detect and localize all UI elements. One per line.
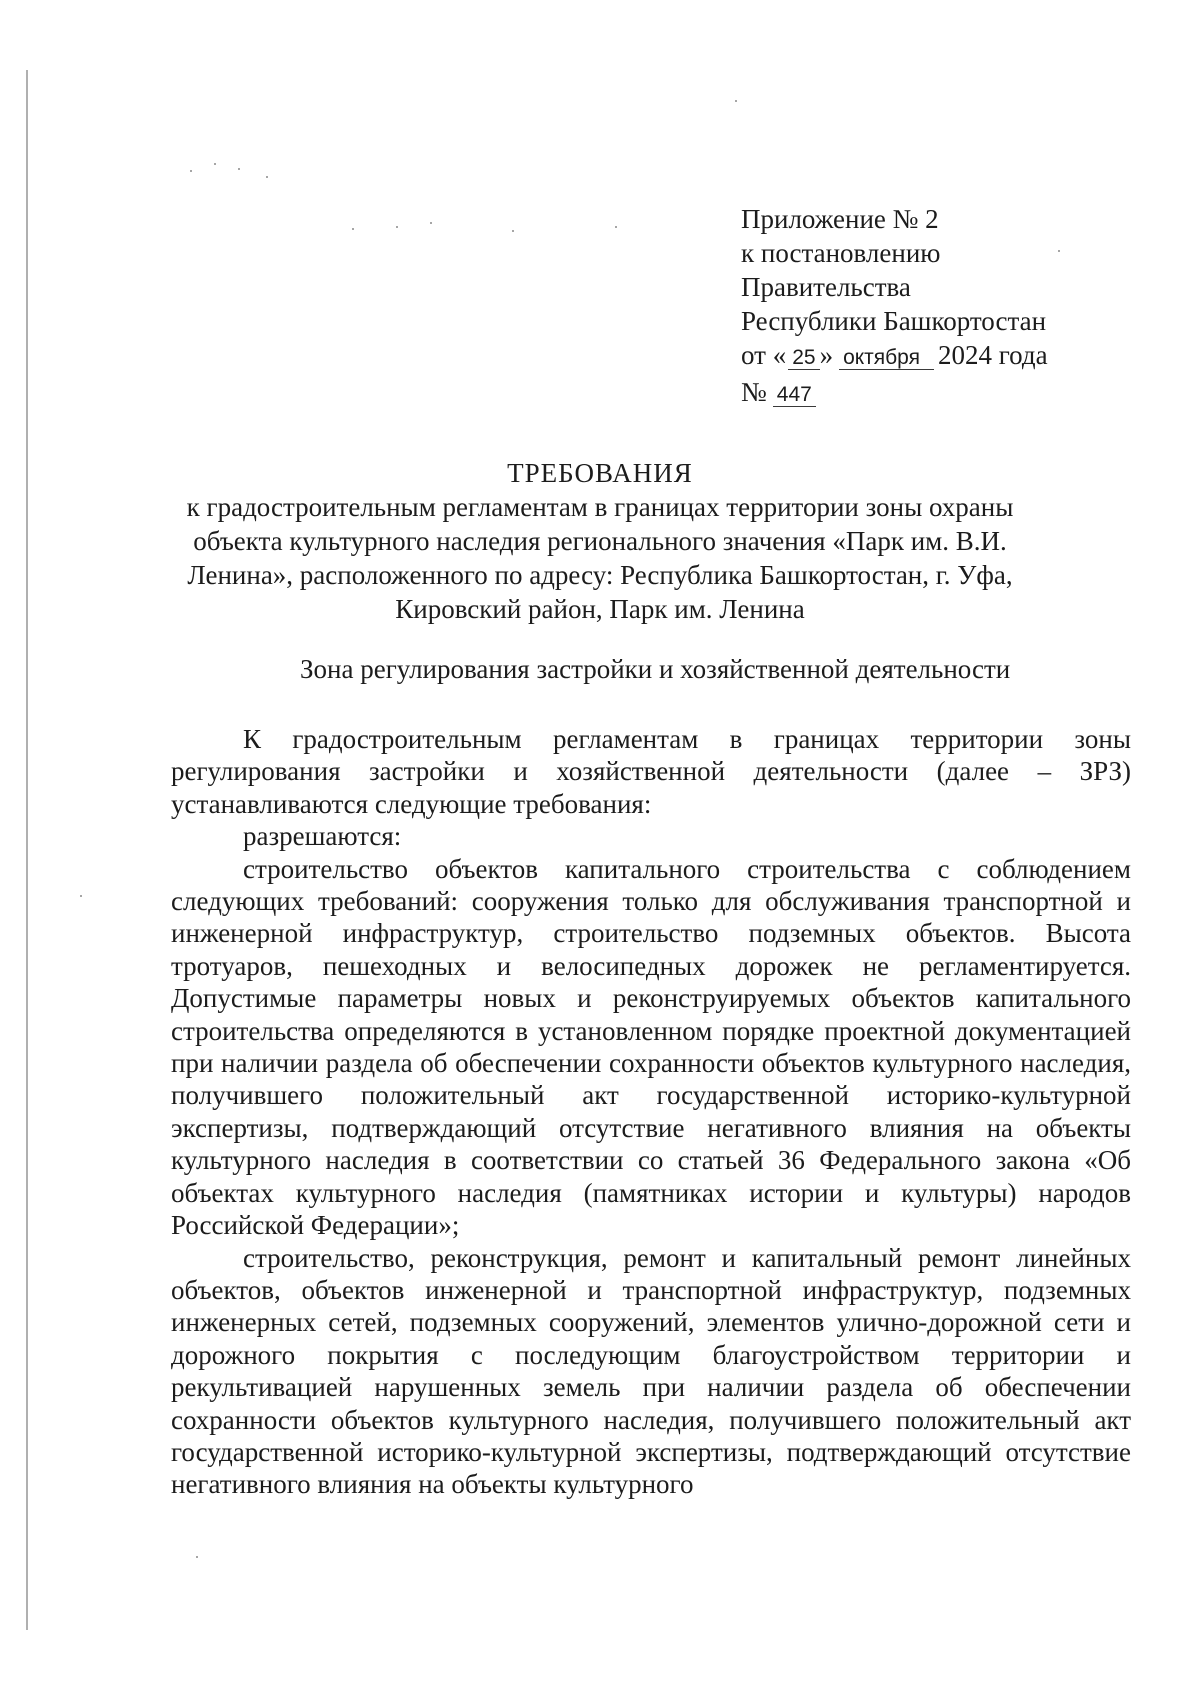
date-day: 25 <box>788 346 819 370</box>
number-sign: № <box>741 377 767 407</box>
document-title <box>0 456 1200 626</box>
scan-speck <box>214 163 216 165</box>
date-month: октября <box>839 346 934 370</box>
date-prefix: от « <box>741 340 787 370</box>
scan-speck <box>196 1556 198 1558</box>
appendix-date <box>741 338 1048 375</box>
scan-speck <box>512 230 514 232</box>
title-subtitle: к градостроительным регламентам в границах территории зоны охраны объекта культурного наследия регионального значения «Парк им. В.И. Ленина», расположенного по адресу: Республика Башкортостан, г. Уфа, Кировский район, Парк им. Ленина <box>186 492 1014 624</box>
body-paragraph-construction: строительство объектов капитального строительства с соблюдением следующих требований: сооружения только для обслуживания транспортной и инженерной инфраструктур, строительство подземных объектов. Высота тротуаров, пешеходных и велосипедных дорожек не регламентируется. Допустимые параметры новых и реконструируемых объектов капитального строительства определяются в установленном порядке проектной документацией при наличии раздела об обеспечении сохранности объектов культурного наследия, получившего положительный акт государственной историко-культурной экспертизы, подтверждающий отсутствие негативного влияния на объекты культурного наследия в соответствии со статьей 36 Федерального закона «Об объектах культурного наследия (памятниках истории и культуры) народов Российской Федерации»; <box>171 853 1131 1241</box>
body-paragraph-allowed: разрешаются: <box>243 821 402 852</box>
scan-speck <box>352 228 354 230</box>
scan-speck <box>80 895 82 897</box>
appendix-block <box>741 202 1048 412</box>
appendix-republic: Республики Башкортостан <box>741 306 1047 336</box>
scan-speck <box>430 222 432 224</box>
appendix-government: Правительства <box>741 272 911 302</box>
decree-number: 447 <box>773 383 816 407</box>
date-year: 2024 года <box>938 340 1048 370</box>
zone-heading: Зона регулирования застройки и хозяйственной деятельности <box>300 654 1011 684</box>
scan-speck <box>238 168 240 170</box>
scan-speck <box>735 100 737 102</box>
scan-speck <box>615 226 617 228</box>
body-paragraph-intro: К градостроительным регламентам в границах территории зоны регулирования застройки и хозяйственной деятельности (далее – ЗРЗ) устанавливаются следующие требования: <box>171 724 1131 819</box>
appendix-decree-number <box>741 375 1048 412</box>
scan-speck <box>1058 250 1060 252</box>
title-heading: ТРЕБОВАНИЯ <box>507 458 693 488</box>
scan-speck <box>396 226 398 228</box>
scan-edge-line <box>26 70 28 1630</box>
appendix-number: Приложение № 2 <box>741 204 939 234</box>
body-paragraph-linear-objects: строительство, реконструкция, ремонт и капитальный ремонт линейных объектов, объектов инженерной и транспортной инфраструктур, подземных инженерных сетей, подземных сооружений, элементов улично-дорожной сети и дорожного покрытия с последующим благоустройством территории и рекультивацией нарушенных земель при наличии раздела об обеспечении сохранности объектов культурного наследия, получившего положительный акт государственной историко-культурной экспертизы, подтверждающий отсутствие негативного влияния на объекты культурного <box>171 1242 1131 1500</box>
scan-speck <box>266 176 268 178</box>
appendix-resolution: к постановлению <box>741 238 941 268</box>
document-body <box>171 723 1131 1501</box>
scan-speck <box>190 170 192 172</box>
date-quote-close: » <box>819 340 834 370</box>
